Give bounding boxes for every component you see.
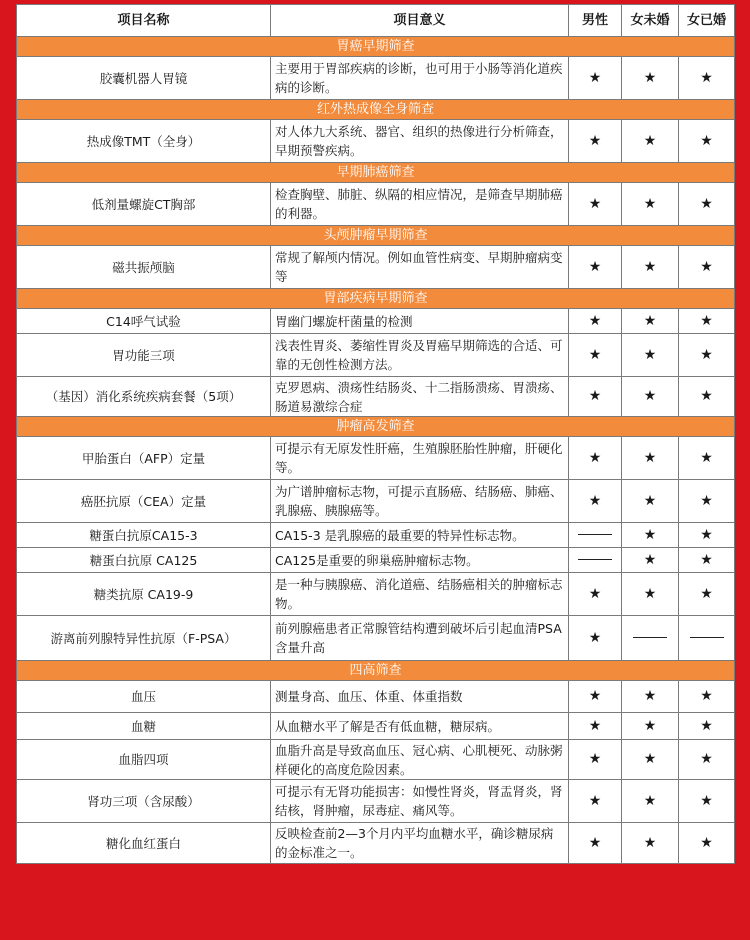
female-single-mark-star-icon: ★: [622, 573, 679, 616]
female-married-mark-star-icon: ★: [679, 573, 735, 616]
item-meaning: 反映检查前2—3个月内平均血糖水平，确诊糖尿病的金标准之一。: [271, 823, 569, 864]
female-married-mark-star-icon: ★: [679, 437, 735, 480]
table-row: [17, 548, 735, 573]
section-title: 四高筛查: [17, 661, 735, 681]
item-name: 癌胚抗原（CEA）定量: [17, 480, 271, 523]
table-row: [17, 120, 735, 163]
item-meaning: 浅表性胃炎、萎缩性胃炎及胃癌早期筛选的合适、可靠的无创性检测方法。: [271, 334, 569, 377]
female-married-mark-star-icon: ★: [679, 780, 735, 823]
female-single-mark-star-icon: ★: [622, 309, 679, 334]
female-single-mark-star-icon: ★: [622, 334, 679, 377]
item-name: 糖类抗原 CA19-9: [17, 573, 271, 616]
female-single-mark-star-icon: ★: [622, 713, 679, 740]
header-item-meaning: 项目意义: [271, 5, 569, 37]
female-single-mark-star-icon: ★: [622, 681, 679, 713]
female-single-mark-star-icon: ★: [622, 57, 679, 100]
table-row: [17, 437, 735, 480]
male-mark-star-icon: ★: [569, 681, 622, 713]
section-title: 早期肺癌筛查: [17, 163, 735, 183]
item-meaning: 可提示有无原发性肝癌，生殖腺胚胎性肿瘤，肝硬化等。: [271, 437, 569, 480]
male-mark-dash-icon: [569, 523, 622, 548]
male-mark-star-icon: ★: [569, 573, 622, 616]
female-married-mark-star-icon: ★: [679, 57, 735, 100]
female-married-mark-star-icon: ★: [679, 681, 735, 713]
male-mark-star-icon: ★: [569, 183, 622, 226]
section-header-row: [17, 417, 735, 437]
item-meaning: 测量身高、血压、体重、体重指数: [271, 681, 569, 713]
female-single-mark-star-icon: ★: [622, 823, 679, 864]
male-mark-star-icon: ★: [569, 120, 622, 163]
female-married-mark-star-icon: ★: [679, 713, 735, 740]
female-single-mark-star-icon: ★: [622, 183, 679, 226]
section-header-row: [17, 289, 735, 309]
item-name: 糖蛋白抗原 CA125: [17, 548, 271, 573]
female-single-mark-star-icon: ★: [622, 780, 679, 823]
table-header-row: [17, 5, 735, 37]
section-header-row: [17, 100, 735, 120]
item-meaning: CA125是重要的卵巢癌肿瘤标志物。: [271, 548, 569, 573]
female-single-mark-star-icon: ★: [622, 523, 679, 548]
section-header-row: [17, 163, 735, 183]
item-name: 胶囊机器人胃镜: [17, 57, 271, 100]
section-header-row: [17, 37, 735, 57]
female-married-mark-star-icon: ★: [679, 183, 735, 226]
table-row: [17, 681, 735, 713]
section-title: 胃癌早期筛查: [17, 37, 735, 57]
female-single-mark-star-icon: ★: [622, 246, 679, 289]
item-name: 糖化血红蛋白: [17, 823, 271, 864]
table-row: [17, 377, 735, 417]
section-title: 头颅肿瘤早期筛查: [17, 226, 735, 246]
item-name: 游离前列腺特异性抗原（F-PSA）: [17, 616, 271, 661]
item-meaning: 血脂升高是导致高血压、冠心病、心肌梗死、动脉粥样硬化的高度危险因素。: [271, 740, 569, 780]
female-married-mark-star-icon: ★: [679, 309, 735, 334]
female-married-mark-star-icon: ★: [679, 480, 735, 523]
item-name: C14呼气试验: [17, 309, 271, 334]
section-header-row: [17, 661, 735, 681]
item-meaning: 是一种与胰腺癌、消化道癌、结肠癌相关的肿瘤标志物。: [271, 573, 569, 616]
item-meaning: 从血糖水平了解是否有低血糖，糖尿病。: [271, 713, 569, 740]
item-name: 肾功三项（含尿酸）: [17, 780, 271, 823]
item-meaning: 前列腺癌患者正常腺管结构遭到破坏后引起血清PSA含量升高: [271, 616, 569, 661]
male-mark-star-icon: ★: [569, 334, 622, 377]
male-mark-star-icon: ★: [569, 377, 622, 417]
dash-line: [578, 559, 612, 560]
male-mark-star-icon: ★: [569, 246, 622, 289]
female-married-mark-star-icon: ★: [679, 823, 735, 864]
female-married-mark-dash-icon: [679, 616, 735, 661]
male-mark-star-icon: ★: [569, 780, 622, 823]
table-row: [17, 309, 735, 334]
item-meaning: 主要用于胃部疾病的诊断，也可用于小肠等消化道疾病的诊断。: [271, 57, 569, 100]
item-name: 血脂四项: [17, 740, 271, 780]
header-female-married: 女已婚: [679, 5, 735, 37]
table-row: [17, 334, 735, 377]
table-row: [17, 480, 735, 523]
table-body: [17, 37, 735, 864]
section-title: 肿瘤高发筛查: [17, 417, 735, 437]
table-row: [17, 573, 735, 616]
male-mark-star-icon: ★: [569, 437, 622, 480]
male-mark-star-icon: ★: [569, 740, 622, 780]
table-row: [17, 780, 735, 823]
item-name: 血糖: [17, 713, 271, 740]
male-mark-star-icon: ★: [569, 57, 622, 100]
male-mark-star-icon: ★: [569, 616, 622, 661]
female-single-mark-star-icon: ★: [622, 740, 679, 780]
female-married-mark-star-icon: ★: [679, 334, 735, 377]
dash-line: [690, 637, 724, 638]
dash-line: [633, 637, 667, 638]
item-meaning: 为广谱肿瘤标志物，可提示直肠癌、结肠癌、肺癌、乳腺癌、胰腺癌等。: [271, 480, 569, 523]
table-row: [17, 713, 735, 740]
section-title: 红外热成像全身筛查: [17, 100, 735, 120]
table-row: [17, 616, 735, 661]
female-single-mark-star-icon: ★: [622, 437, 679, 480]
item-name: 热成像TMT（全身）: [17, 120, 271, 163]
item-name: 甲胎蛋白（AFP）定量: [17, 437, 271, 480]
table-row: [17, 57, 735, 100]
female-married-mark-star-icon: ★: [679, 548, 735, 573]
female-single-mark-star-icon: ★: [622, 480, 679, 523]
table-row: [17, 740, 735, 780]
female-single-mark-dash-icon: [622, 616, 679, 661]
table-row: [17, 823, 735, 864]
header-item-name: 项目名称: [17, 5, 271, 37]
section-title: 胃部疾病早期筛查: [17, 289, 735, 309]
female-married-mark-star-icon: ★: [679, 377, 735, 417]
female-single-mark-star-icon: ★: [622, 120, 679, 163]
female-married-mark-star-icon: ★: [679, 246, 735, 289]
male-mark-star-icon: ★: [569, 309, 622, 334]
dash-line: [578, 534, 612, 535]
item-name: （基因）消化系统疾病套餐（5项）: [17, 377, 271, 417]
item-meaning: 胃幽门螺旋杆菌量的检测: [271, 309, 569, 334]
female-single-mark-star-icon: ★: [622, 377, 679, 417]
item-meaning: 检查胸壁、肺脏、纵隔的相应情况，是筛查早期肺癌的利器。: [271, 183, 569, 226]
item-meaning: 克罗恩病、溃疡性结肠炎、十二指肠溃疡、胃溃疡、肠道易激综合症: [271, 377, 569, 417]
item-name: 血压: [17, 681, 271, 713]
item-meaning: 对人体九大系统、器官、组织的热像进行分析筛查，早期预警疾病。: [271, 120, 569, 163]
table-row: [17, 183, 735, 226]
male-mark-star-icon: ★: [569, 480, 622, 523]
item-name: 糖蛋白抗原CA15-3: [17, 523, 271, 548]
item-name: 磁共振颅脑: [17, 246, 271, 289]
table-row: [17, 246, 735, 289]
male-mark-star-icon: ★: [569, 823, 622, 864]
male-mark-star-icon: ★: [569, 713, 622, 740]
female-married-mark-star-icon: ★: [679, 523, 735, 548]
item-meaning: 可提示有无肾功能损害：如慢性肾炎，肾盂肾炎，肾结核，肾肿瘤，尿毒症、痛风等。: [271, 780, 569, 823]
female-married-mark-star-icon: ★: [679, 740, 735, 780]
female-married-mark-star-icon: ★: [679, 120, 735, 163]
item-meaning: 常规了解颅内情况。例如血管性病变、早期肿瘤病变等: [271, 246, 569, 289]
screening-table-sheet: [16, 4, 734, 864]
item-name: 胃功能三项: [17, 334, 271, 377]
table-row: [17, 523, 735, 548]
female-single-mark-star-icon: ★: [622, 548, 679, 573]
item-meaning: CA15-3 是乳腺癌的最重要的特异性标志物。: [271, 523, 569, 548]
header-male: 男性: [569, 5, 622, 37]
male-mark-dash-icon: [569, 548, 622, 573]
header-female-single: 女未婚: [622, 5, 679, 37]
item-name: 低剂量螺旋CT胸部: [17, 183, 271, 226]
section-header-row: [17, 226, 735, 246]
screening-table: [16, 4, 735, 864]
